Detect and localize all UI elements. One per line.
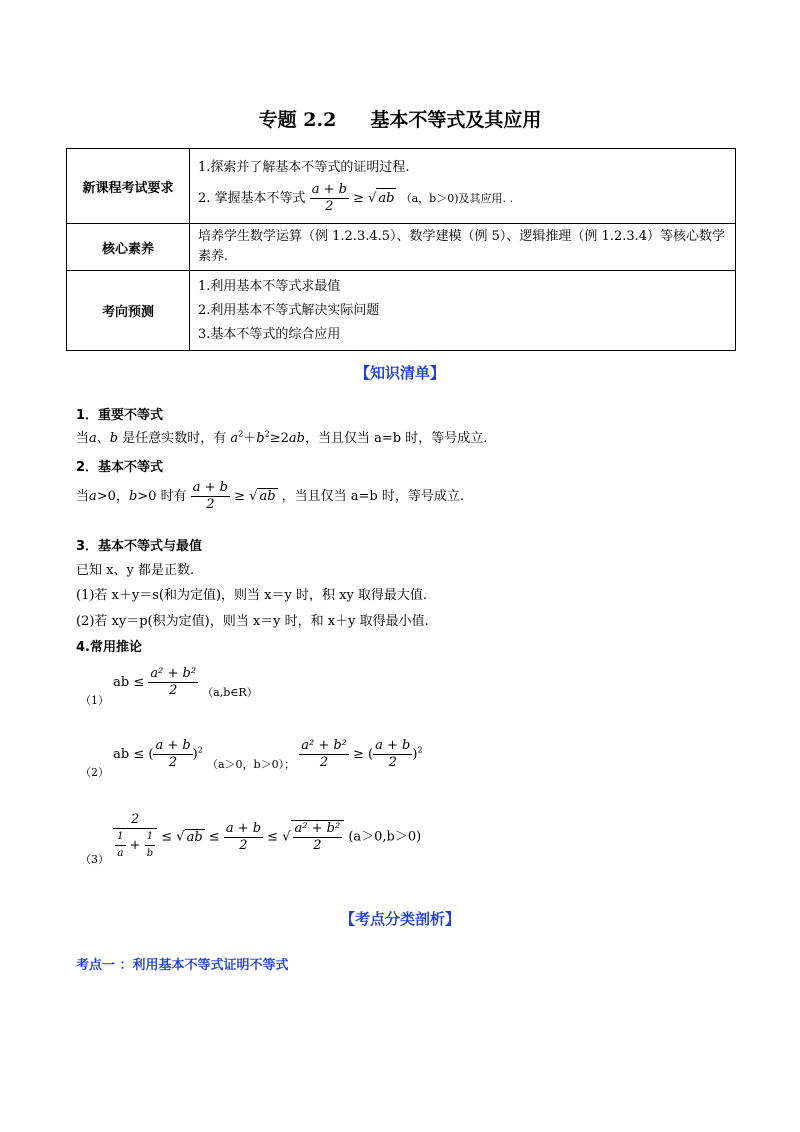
requirements-table (66, 148, 736, 351)
k2-fraction: $\frac{a + b}{2}$ (192, 480, 228, 512)
k2-heading: 2．基本不等式 (76, 460, 164, 475)
k1-text: 当a、b 是任意实数时，有 $a^2+b^2\ge 2ab$，当且仅当 a=b 时，等号成立. (76, 429, 488, 446)
forecast-item: 3.基本不等式的综合应用 (198, 326, 341, 342)
k3-line3: (2)若 xy＝p(积为定值)，则当 x＝y 时，和 x＋y 取得最小值. (76, 614, 429, 629)
forecast-item: 1.利用基本不等式求最值 (198, 278, 341, 294)
section-analysis: 【考点分类剖析】 (339, 910, 460, 928)
k3-heading: 3．基本不等式与最值 (76, 539, 203, 554)
c2-fraction-c: $\frac{a + b}{2}$ (375, 738, 411, 770)
row-content-forecast (190, 271, 736, 351)
page-title (0, 105, 800, 132)
row-label-core: 核心素养 (67, 224, 190, 271)
c3-fraction-arith: $\frac{a + b}{2}$ (225, 820, 262, 853)
c3-fraction-harmonic: 2 $\frac{1}{a}$ + $\frac{1}{b}$ (113, 812, 157, 862)
c2-fraction-b: $\frac{\text{a² + b²}}{2}$ (301, 738, 347, 770)
title-text: 基本不等式及其应用 (370, 109, 542, 131)
corollary-2: $_{(2)}$ ab ≤ ( $\frac{a + b}{2}$ )$^2$ $_{(a>0,b>0);}$ $\frac{\text{a² + b²}}{2}$ ≥ ( $\frac{a + b}{2}$ )$^2$ (80, 738, 423, 779)
c2-fraction-a: $\frac{a + b}{2}$ (155, 738, 191, 770)
k4-heading: 4.常用推论 (76, 640, 142, 655)
requirement-1: 1.探索并了解基本不等式的证明过程. (198, 159, 410, 175)
section-knowledge: 【知识清单】 (354, 364, 445, 382)
k3-line2: (1)若 x＋y＝s(和为定值)，则当 x＝y 时，积 xy 取得最大值. (76, 588, 428, 603)
title-number: 专题 2.2 (258, 109, 337, 131)
c1-fraction: $\frac{\text{a² + b²}}{2}$ (150, 666, 197, 698)
corollary-1: $_{(1)}$ ab ≤ $\frac{\text{a² + b²}}{2}$ $_{(a,b\in R)}$ (80, 666, 258, 707)
row-label-forecast: 考向预测 (67, 271, 190, 351)
row-content-requirements (190, 149, 736, 224)
kaodian-1-heading: 考点一 ：利用基本不等式证明不等式 (76, 958, 289, 973)
row-label-requirements: 新课程考试要求 (67, 149, 190, 224)
forecast-item: 2.利用基本不等式解决实际问题 (198, 302, 380, 318)
k2-text: 当a>0，b>0 时有 $\frac{a + b}{2}$ ≥ √ ab ，当且仅当 a=b 时，等号成立. (76, 480, 465, 512)
corollary-3: $_{(3)}$ 2 $\frac{1}{a}$ + $\frac{1}{b}$ ≤ √ ab ≤ $\frac{a + b}{2}$ ≤ √ $\frac{\text{a² + b²}}{2}$ (a＞0,b＞0) (80, 812, 422, 866)
k1-heading: 1．重要不等式 (76, 408, 164, 423)
k3-line1: 已知 x、y 都是正数. (76, 563, 195, 578)
row-content-core: 培养学生数学运算（例 1.2.3.4.5）、数学建模（例 5）、逻辑推理（例 1.2.3.4）等核心数学素养. (190, 224, 736, 271)
requirement-2: 2. 掌握基本不等式 $\frac{a + b}{2}$ ≥ √ ab （a，b＞0)及其应用. . (198, 181, 513, 214)
formula-fraction: $\frac{a + b}{2}$ (311, 181, 347, 214)
